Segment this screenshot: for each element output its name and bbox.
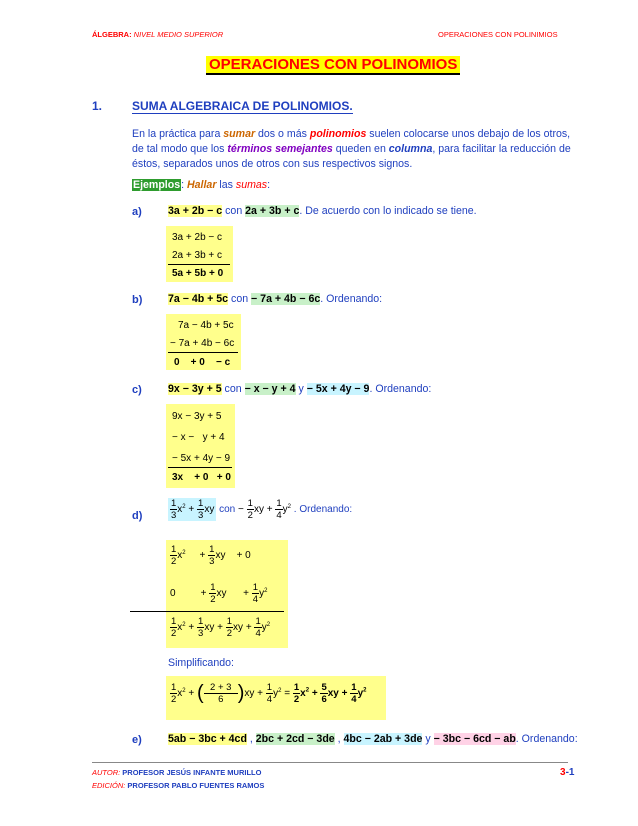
example-a-sum-line	[168, 264, 230, 265]
example-e-statement	[168, 733, 578, 745]
footer-author	[92, 768, 261, 777]
examples-heading	[132, 179, 270, 191]
section-heading: SUMA ALGEBRAICA DE POLINOMIOS.	[132, 99, 353, 113]
example-b-poly1: 7a − 4b + 5c	[168, 293, 229, 305]
footer-author-label: AUTOR:	[92, 768, 121, 777]
intro-keyword: columna	[388, 143, 433, 155]
page-number	[560, 767, 574, 778]
footer-edition	[92, 781, 264, 790]
example-a-con: con	[222, 205, 246, 217]
example-c-row2: − x − y + 4	[172, 432, 225, 443]
example-d-result: $\frac{1}{2}$ $x^2$ + $\frac{1}{3}$ xy + $\frac{1}{2}$ xy + $\frac{1}{4}$ $y^2$	[171, 616, 271, 639]
example-d-poly1: $\frac{1}{3}$ $x^2$ + $\frac{1}{3}$ xy	[168, 498, 216, 521]
examples-find: Hallar	[187, 179, 217, 191]
example-c-y: y	[295, 383, 307, 395]
example-e-poly3: 4bc − 2ab + 3de	[343, 733, 423, 745]
intro-keyword: términos semejantes	[227, 143, 333, 155]
page-title: OPERACIONES CON POLINOMIOS	[209, 56, 458, 73]
intro-paragraph	[132, 127, 592, 172]
examples-end: :	[267, 179, 271, 191]
example-c-statement	[168, 383, 431, 395]
running-header-left	[92, 30, 223, 39]
example-c-poly2: − x − y + 4	[244, 383, 296, 395]
example-b-row1: 7a − 4b + 5c	[178, 320, 234, 331]
example-d-label: d)	[132, 510, 143, 522]
example-b-con: con	[228, 293, 252, 305]
example-a-poly2: 2a + 3b + c	[245, 205, 300, 217]
examples-label: Ejemplos	[133, 179, 181, 191]
footer-divider	[92, 762, 568, 763]
page-chapter: 3	[560, 767, 566, 778]
fraction: $\frac{1}{3}$	[198, 498, 204, 521]
example-e-y: y	[422, 733, 434, 745]
example-d-tail: . Ordenando:	[293, 504, 353, 516]
example-d-poly2: − $\frac{1}{2}$ xy + $\frac{1}{4}$ $y^2$	[238, 498, 291, 521]
example-b-poly2: − 7a + 4b − 6c	[251, 293, 321, 305]
example-c-poly1: 9x − 3y + 5	[168, 383, 222, 395]
fraction: $\frac{1}{2}$	[247, 498, 253, 521]
example-b-result: 0 + 0 − c	[174, 357, 231, 368]
intro-keyword: sumar	[223, 128, 256, 140]
example-c-row1: 9x − 3y + 5	[172, 411, 222, 422]
footer-edition-name: PROFESOR PABLO FUENTES RAMOS	[125, 781, 265, 790]
example-b-tail: . Ordenando:	[320, 293, 383, 305]
intro-text: suelen colocarse unos debajo de los otros,	[366, 128, 571, 140]
running-header-right: OPERACIONES CON POLINIMIOS	[438, 30, 558, 39]
intro-text: En la práctica para	[132, 128, 224, 140]
example-a-row1: 3a + 2b − c	[172, 232, 223, 243]
header-level: NIVEL MEDIO SUPERIOR	[131, 30, 224, 39]
intro-text: , para facilitar la reducción de	[432, 143, 571, 155]
example-b-row2: − 7a + 4b − 6c	[170, 338, 235, 349]
example-a-statement	[168, 205, 477, 217]
example-a-row2: 2a + 3b + c	[172, 250, 223, 261]
example-a-result: 5a + 5b + 0	[172, 268, 224, 279]
page-num: -1	[565, 767, 575, 778]
example-e-comma: ,	[334, 733, 344, 745]
example-e-poly2: 2bc + 2cd − 3de	[255, 733, 335, 745]
example-c-row3: − 5x + 4y − 9	[172, 453, 231, 464]
example-c-con: con	[221, 383, 245, 395]
example-e-comma: ,	[246, 733, 256, 745]
example-c-label: c)	[132, 384, 142, 396]
intro-keyword: polinomios	[309, 128, 367, 140]
examples-las: las	[216, 179, 236, 191]
example-e-poly1: 5ab − 3bc + 4cd	[168, 733, 247, 745]
example-e-tail: . Ordenando:	[515, 733, 578, 745]
example-d-row1: $\frac{1}{2}$ $x^2$ + $\frac{1}{3}$ xy + 0	[171, 544, 251, 567]
intro-text: dos o más	[255, 128, 310, 140]
example-a-poly1: 3a + 2b − c	[168, 205, 223, 217]
example-c-sum-line	[168, 467, 232, 468]
footer-edition-label: EDICIÓN:	[92, 781, 126, 790]
page-title-box	[206, 56, 460, 75]
simplificando-label: Simplificando:	[168, 657, 234, 669]
intro-text: de tal modo que los	[132, 143, 228, 155]
example-a-label: a)	[132, 206, 142, 218]
example-d-statement	[168, 498, 352, 521]
example-e-label: e)	[132, 734, 142, 746]
fraction: $\frac{1}{4}$	[276, 498, 282, 521]
example-b-label: b)	[132, 294, 143, 306]
example-a-tail: . De acuerdo con lo indicado se tiene.	[299, 205, 477, 217]
example-d-row2: 0 + $\frac{1}{2}$ xy + $\frac{1}{4}$ $y^2$	[170, 582, 268, 605]
example-b-statement	[168, 293, 382, 305]
example-d-sum-line	[130, 611, 284, 612]
fraction: $\frac{1}{3}$	[171, 498, 177, 521]
examples-colon: :	[181, 179, 187, 191]
intro-text: éstos, separados unos de otros con sus respectivos signos.	[132, 158, 413, 170]
example-c-result: 3x + 0 + 0	[172, 472, 231, 483]
examples-sumas: sumas	[235, 179, 268, 191]
header-subject: ÁLGEBRA:	[92, 30, 132, 39]
example-c-tail: . Ordenando:	[369, 383, 432, 395]
example-e-poly4: − 3bc − 6cd − ab	[433, 733, 516, 745]
example-c-poly3: − 5x + 4y − 9	[306, 383, 370, 395]
example-d-con: con	[219, 504, 239, 516]
example-d-simplified: $\frac{1}{2}$ $x^2$ + ( $\frac{2 + 3}{6}$ )xy + $\frac{1}{4}$ $y^2$ = $\frac{1}{2}$ $x^2$ + $\frac{5}{6}$ xy + $\frac{1}{4}$ $y^2$	[171, 682, 367, 705]
example-b-sum-line	[168, 352, 238, 353]
footer-author-name: PROFESOR JESÚS INFANTE MURILLO	[120, 768, 262, 777]
section-number: 1.	[92, 99, 103, 113]
intro-text: queden en	[332, 143, 389, 155]
